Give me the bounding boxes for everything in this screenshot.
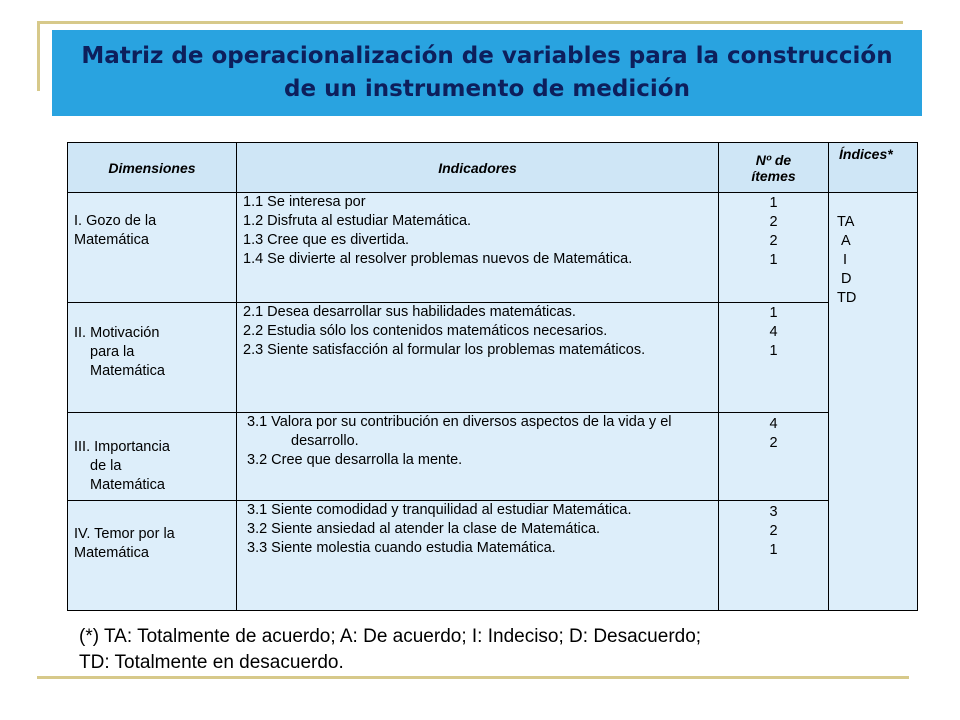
- indicator-text: 3.1 Siente comodidad y tranquilidad al estudiar Matemática.: [247, 502, 632, 518]
- dimension-cell: [68, 501, 237, 611]
- items-cell: [719, 303, 829, 413]
- item-count: 2: [769, 214, 778, 230]
- items-cell: [719, 193, 829, 303]
- footnote: [79, 624, 919, 676]
- dimension-text: I. Gozo de la: [74, 213, 157, 229]
- indicator-text: 3.3 Siente molestia cuando estudia Matemática.: [247, 540, 556, 556]
- item-count: 2: [769, 435, 778, 451]
- table-row: [68, 413, 918, 501]
- index-code: A: [841, 233, 851, 249]
- item-count: 4: [769, 324, 778, 340]
- indicators-cell: [237, 303, 719, 413]
- header-indicadores: Indicadores: [237, 143, 719, 193]
- item-count: 1: [769, 252, 778, 268]
- item-count: 3: [769, 504, 778, 520]
- indicator-text: 2.2 Estudia sólo los contenidos matemáticos necesarios.: [243, 323, 608, 339]
- item-count: 1: [769, 542, 778, 558]
- dimension-text: Matemática: [74, 545, 149, 561]
- indicator-text: 3.2 Siente ansiedad al atender la clase de Matemática.: [247, 521, 601, 537]
- dimension-text: de la: [90, 458, 122, 474]
- indicator-text: 1.1 Se interesa por: [243, 194, 366, 210]
- index-code: D: [841, 271, 852, 287]
- indicator-text: 1.3 Cree que es divertida.: [243, 232, 410, 248]
- item-count: 1: [769, 305, 778, 321]
- items-cell: [719, 501, 829, 611]
- dimension-text: II. Motivación: [74, 325, 160, 341]
- dimension-text: III. Importancia: [74, 439, 170, 455]
- item-count: 4: [769, 416, 778, 432]
- footnote-line: TD: Totalmente en desacuerdo.: [79, 652, 344, 673]
- item-count: 2: [769, 233, 778, 249]
- index-code: TA: [837, 214, 855, 230]
- dimension-cell: [68, 303, 237, 413]
- header-items-line2: ítemes: [751, 167, 796, 184]
- indicators-cell: [237, 501, 719, 611]
- decorative-left-rule: [37, 21, 40, 91]
- dimension-cell: [68, 193, 237, 303]
- title-banner: [52, 30, 922, 116]
- indicator-text: 3.1 Valora por su contribución en diversos aspectos de la vida y el desarrollo.: [247, 414, 672, 449]
- indicators-cell: [237, 193, 719, 303]
- header-dimensiones: Dimensiones: [68, 143, 237, 193]
- header-row: [68, 143, 918, 193]
- dimension-cell: [68, 413, 237, 501]
- indicators-cell: [237, 413, 719, 501]
- table-row: [68, 193, 918, 303]
- indicator-text: 2.1 Desea desarrollar sus habilidades matemáticas.: [243, 304, 576, 320]
- slide-title: Matriz de operacionalización de variables para la construcción de un instrumento de medición: [81, 43, 893, 102]
- indicator-text: 1.2 Disfruta al estudiar Matemática.: [243, 213, 472, 229]
- dimension-text: para la: [90, 344, 135, 360]
- operationalization-matrix: [67, 142, 918, 611]
- footnote-line: (*) TA: Totalmente de acuerdo; A: De acuerdo; I: Indeciso; D: Desacuerdo;: [79, 626, 702, 647]
- dimension-text: Matemática: [74, 232, 149, 248]
- item-count: 1: [769, 343, 778, 359]
- header-indices: Índices*: [829, 143, 918, 193]
- header-items-line1: Nº de: [755, 151, 792, 168]
- items-cell: [719, 413, 829, 501]
- header-items: [719, 143, 829, 193]
- table-row: [68, 501, 918, 611]
- decorative-top-rule: [37, 21, 903, 24]
- index-code: I: [843, 252, 848, 268]
- item-count: 2: [769, 523, 778, 539]
- indices-cell: [829, 193, 918, 611]
- dimension-text: Matemática: [90, 477, 165, 493]
- indicator-text: 3.2 Cree que desarrolla la mente.: [247, 452, 463, 468]
- indicator-text: 2.3 Siente satisfacción al formular los problemas matemáticos.: [243, 342, 646, 358]
- item-count: 1: [769, 195, 778, 211]
- index-code: TD: [837, 290, 857, 306]
- dimension-text: IV. Temor por la: [74, 526, 175, 542]
- table-row: [68, 303, 918, 413]
- dimension-text: Matemática: [90, 363, 165, 379]
- indicator-text: 1.4 Se divierte al resolver problemas nuevos de Matemática.: [243, 251, 633, 267]
- decorative-bottom-rule: [37, 676, 909, 679]
